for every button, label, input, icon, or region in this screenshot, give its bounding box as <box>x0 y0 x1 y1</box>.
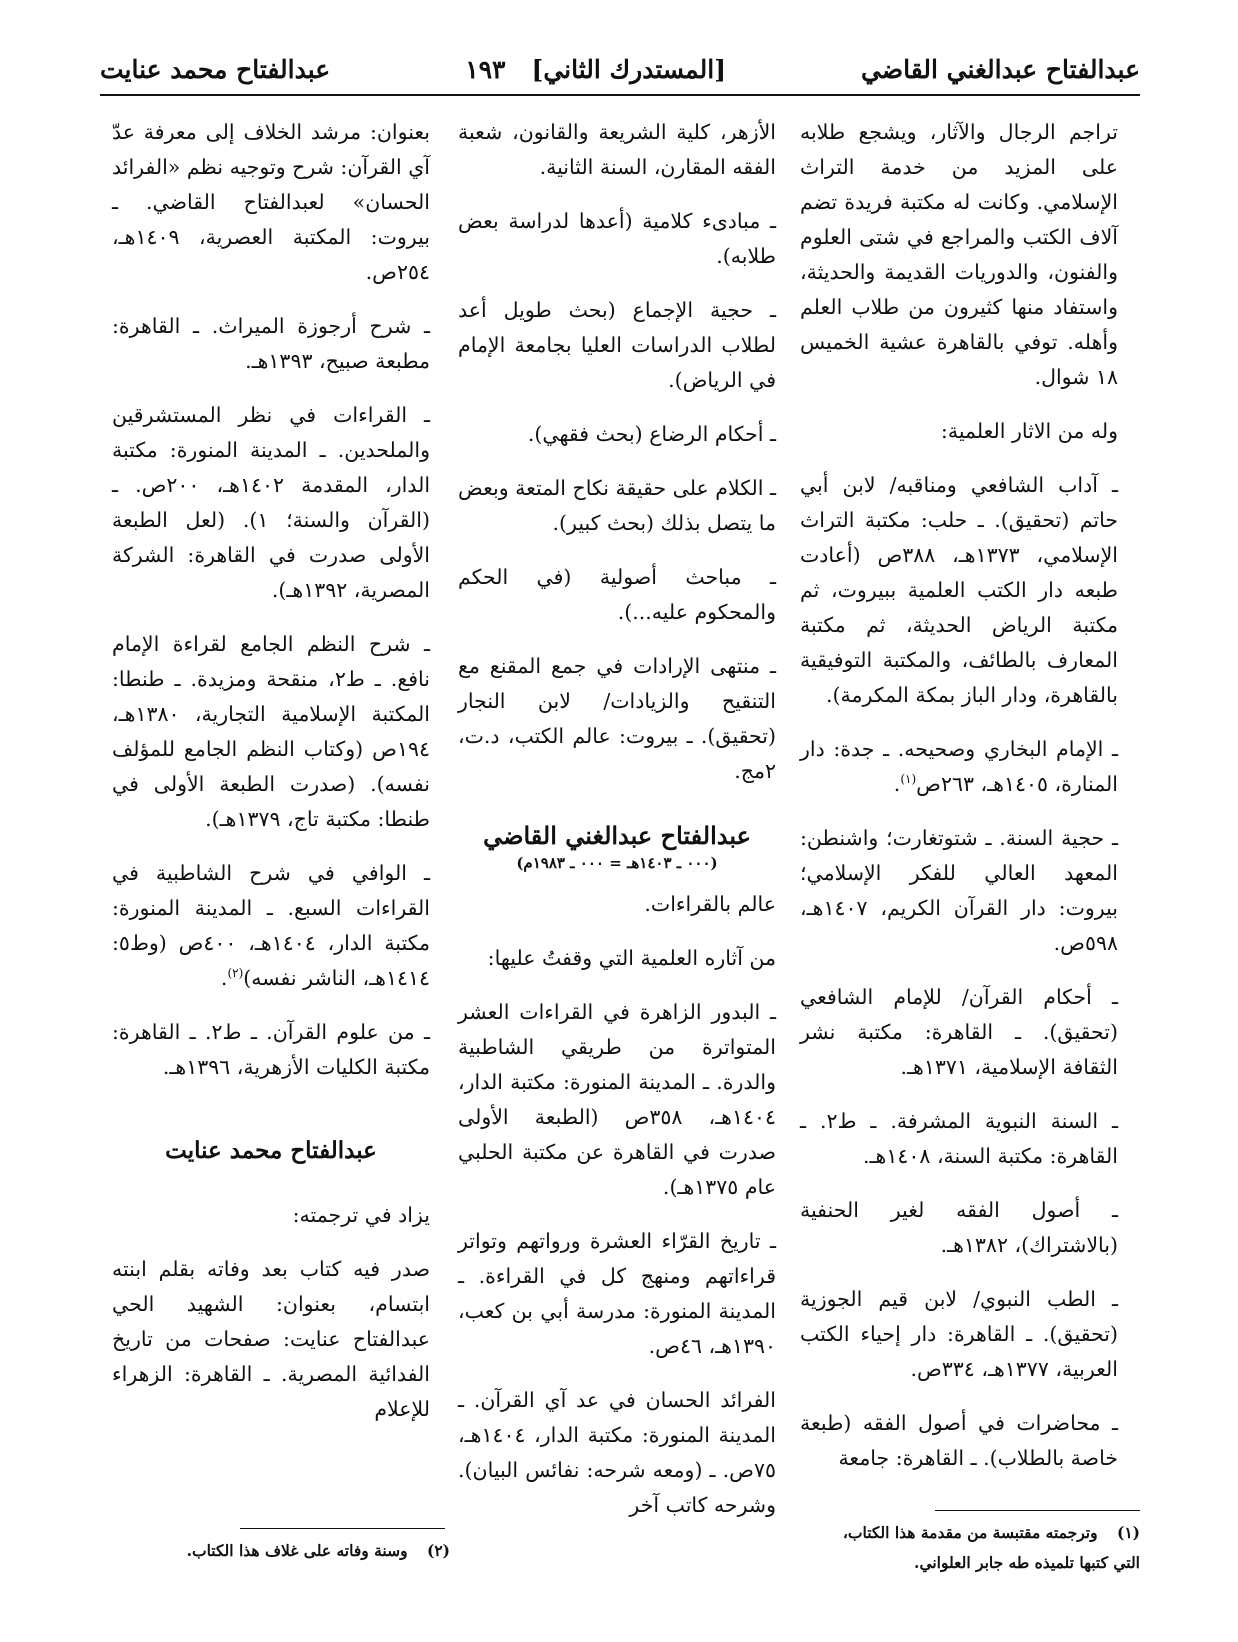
paragraph: ـ آداب الشافعي ومناقبه/ لابن أبي حاتم (تحقيق). ـ حلب: مكتبة التراث الإسلامي، ١٣٧٣هـ، ٣٨٨ص (أعادت طبعه دار الكتب العلمية ببيروت، ثم مكتبة الرياض الحديثة، ثم مكتبة المعارف بالطائف، والمكتبة التوفيقية بالقاهرة، ودار الباز بمكة المكرمة). <box>800 473 1119 707</box>
paragraph: ـ منتهى الإرادات في جمع المقنع مع التنقيح والزيادات/ لابن النجار (تحقيق). ـ بيروت: عالم الكتب، د.ت، ٢مج. <box>458 654 776 783</box>
paragraph: ـ الكلام على حقيقة نكاح المتعة وبعض ما يتصل بذلك (بحث كبير). <box>458 476 776 535</box>
paragraph: ـ تاريخ القرّاء العشرة ورواتهم وتواتر قراءاتهم ومنهج كل في القراءة. ـ المدينة المنورة: مدرسة أبي بن كعب، ١٣٩٠هـ، ٤٦ص. <box>458 1229 776 1358</box>
paragraph: ـ أصول الفقه لغير الحنفية (بالاشتراك)، ١٣٨٢هـ. <box>800 1198 1118 1257</box>
paragraph: وله من الاثار العلمية: <box>940 419 1118 443</box>
paragraph: ـ أحكام الرضاع (بحث فقهي). <box>527 422 776 446</box>
middle-column <box>458 115 776 1542</box>
paragraph: ـ مباحث أصولية (في الحكم والمحكوم عليه...). <box>458 565 776 624</box>
paragraph: ـ الطب النبوي/ لابن قيم الجوزية (تحقيق). ـ القاهرة: دار إحياء الكتب العربية، ١٣٧٧هـ، ٣٣٤ص. <box>800 1287 1118 1381</box>
paragraph: تراجم الرجال والآثار، ويشجع طلابه على المزيد من خدمة التراث الإسلامي. وكانت له مكتبة فريدة تضم آلاف الكتب والمراجع في شتى العلوم والفنون، والدوريات القديمة والحديثة، واستفاد منها كثيرون من طلاب العلم وأهله. توفي بالقاهرة عشية الخميس ١٨ شوال. <box>800 120 1118 389</box>
paragraph: ـ من علوم القرآن. ـ ط٢. ـ القاهرة: مكتبة الكليات الأزهرية، ١٣٩٦هـ. <box>112 1020 430 1079</box>
header-rule <box>100 94 1140 96</box>
paragraph-with-note: ـ الإمام البخاري وصحيحه. ـ جدة: دار المنارة، ١٤٠٥هـ، ٢٦٣ص$^{(١)}$. <box>800 737 1118 796</box>
paragraph: يزاد في ترجمته: <box>292 1203 430 1227</box>
paragraph: ـ حجية السنة. ـ شتوتغارت؛ واشنطن: المعهد العالي للفكر الإسلامي؛ بيروت: دار القرآن الكريم، ١٤٠٧هـ، ٥٩٨ص. <box>800 826 1118 955</box>
footnote-text: وسنة وفاته على غلاف هذا الكتاب. <box>186 1541 408 1560</box>
paragraph: ـ حجية الإجماع (بحث طويل أعد لطلاب الدراسات العليا بجامعة الإمام في الرياض). <box>458 298 776 392</box>
paragraph: ـ مبادىء كلامية (أعدها لدراسة بعض طلابه). <box>458 209 776 268</box>
footnote-right <box>820 1518 1140 1578</box>
footnote-number: (٢) <box>426 1541 450 1560</box>
paragraph-text: ـ الإمام البخاري وصحيحه. ـ جدة: دار المنارة، ١٤٠٥هـ، ٢٦٣ص <box>800 737 1118 796</box>
footnote-rule-left <box>240 1528 445 1529</box>
paragraph: الفرائد الحسان في عد آي القرآن. ـ المدينة المنورة: مكتبة الدار، ١٤٠٤هـ، ٧٥ص. ـ (ومعه شرحه: نفائس البيان). وشرحه كاتب آخر <box>458 1388 776 1517</box>
header-section-title: [المستدرك الثاني] <box>531 54 727 84</box>
biography-dates: (٠٠٠ ـ ١٤٠٣هـ = ٠٠٠ ـ ١٩٨٣م) <box>516 854 718 872</box>
footnote-marker: (١) <box>900 772 917 787</box>
paragraph: صدر فيه كتاب بعد وفاته بقلم ابنته ابتسام، بعنوان: الشهيد الحي عبدالفتاح عنايت: صفحات من تاريخ الفدائية المصرية. ـ القاهرة: الزهراء للإعلام <box>112 1257 430 1421</box>
footnote-left <box>160 1536 450 1566</box>
paragraph: ـ شرح النظم الجامع لقراءة الإمام نافع. ـ ط٢، منقحة ومزيدة. ـ طنطا: المكتبة الإسلامية التجارية، ١٣٨٠هـ، ١٩٤ص (وكتاب النظم الجامع للمؤلف نفسه). (صدرت الطبعة الأولى في طنطا: مكتبة تاج، ١٣٧٩هـ). <box>112 632 430 831</box>
header-left-title: عبدالفتاح محمد عنايت <box>100 54 331 84</box>
section-title: عبدالفتاح محمد عنايت <box>165 1137 377 1164</box>
left-column <box>112 115 430 1446</box>
paragraph: ـ البدور الزاهرة في القراءات العشر المتواترة من طريقي الشاطبية والدرة. ـ المدينة المنورة: مكتبة الدار، ١٤٠٤هـ، ٣٥٨ص (الطبعة الأولى صدرت في القاهرة عن مكتبة الحلبي عام ١٣٧٥هـ). <box>458 1000 776 1199</box>
paragraph: ـ شرح أرجوزة الميراث. ـ القاهرة: مطبعة صبيح، ١٣٩٣هـ. <box>112 314 430 373</box>
right-column <box>800 115 1118 1495</box>
paragraph: ـ محاضرات في أصول الفقه (طبعة خاصة بالطلاب). ـ القاهرة: جامعة <box>800 1411 1118 1470</box>
biography-name: عبدالفتاح عبدالغني القاضي <box>483 821 751 850</box>
paragraph: من آثاره العلمية التي وقفتُ عليها: <box>487 946 776 970</box>
header-right-title: عبدالفتاح عبدالغني القاضي <box>861 54 1140 84</box>
paragraph: الأزهر، كلية الشريعة والقانون، شعبة الفقه المقارن، السنة الثانية. <box>458 120 776 179</box>
header-center <box>465 55 726 84</box>
footnote-marker: (٢) <box>227 966 244 981</box>
biography-heading <box>458 819 776 873</box>
paragraph: ـ السنة النبوية المشرفة. ـ ط٢. ـ القاهرة: مكتبة السنة، ١٤٠٨هـ. <box>800 1109 1118 1168</box>
running-header <box>100 44 1140 94</box>
paragraph: عالم بالقراءات. <box>644 892 776 916</box>
footnote-rule-right <box>935 1510 1140 1511</box>
paragraph-with-note: ـ الوافي في شرح الشاطبية في القراءات السبع. ـ المدينة المنورة: مكتبة الدار، ١٤٠٤هـ، ٤٠٠ص (وط٥: ١٤١٤هـ، الناشر نفسه)$^{(٢)}$. <box>112 861 430 990</box>
page-number: ١٩٣ <box>465 54 506 84</box>
footnote-number: (١) <box>1116 1523 1140 1542</box>
footnote-text: وترجمته مقتبسة من مقدمة هذا الكتاب، التي كتبها تلميذه طه جابر العلواني. <box>842 1523 1140 1572</box>
paragraph: ـ القراءات في نظر المستشرقين والملحدين. ـ المدينة المنورة: مكتبة الدار، المقدمة ١٤٠٢هـ، ٢٠٠ص. ـ (القرآن والسنة؛ ١). (لعل الطبعة الأولى صدرت في القاهرة: الشركة المصرية، ١٣٩٢هـ). <box>112 403 431 602</box>
paragraph: ـ أحكام القرآن/ للإمام الشافعي (تحقيق). ـ القاهرة: مكتبة نشر الثقافة الإسلامية، ١٣٧١هـ. <box>800 985 1118 1079</box>
paragraph-text: ـ الوافي في شرح الشاطبية في القراءات السبع. ـ المدينة المنورة: مكتبة الدار، ١٤٠٤هـ، ٤٠٠ص (وط٥: ١٤١٤هـ، الناشر نفسه) <box>112 861 430 990</box>
paragraph: بعنوان: مرشد الخلاف إلى معرفة عدّ آي القرآن: شرح وتوجيه نظم «الفرائد الحسان» لعبدالفتاح القاضي. ـ بيروت: المكتبة العصرية، ١٤٠٩هـ، ٢٥٤ص. <box>112 120 430 284</box>
